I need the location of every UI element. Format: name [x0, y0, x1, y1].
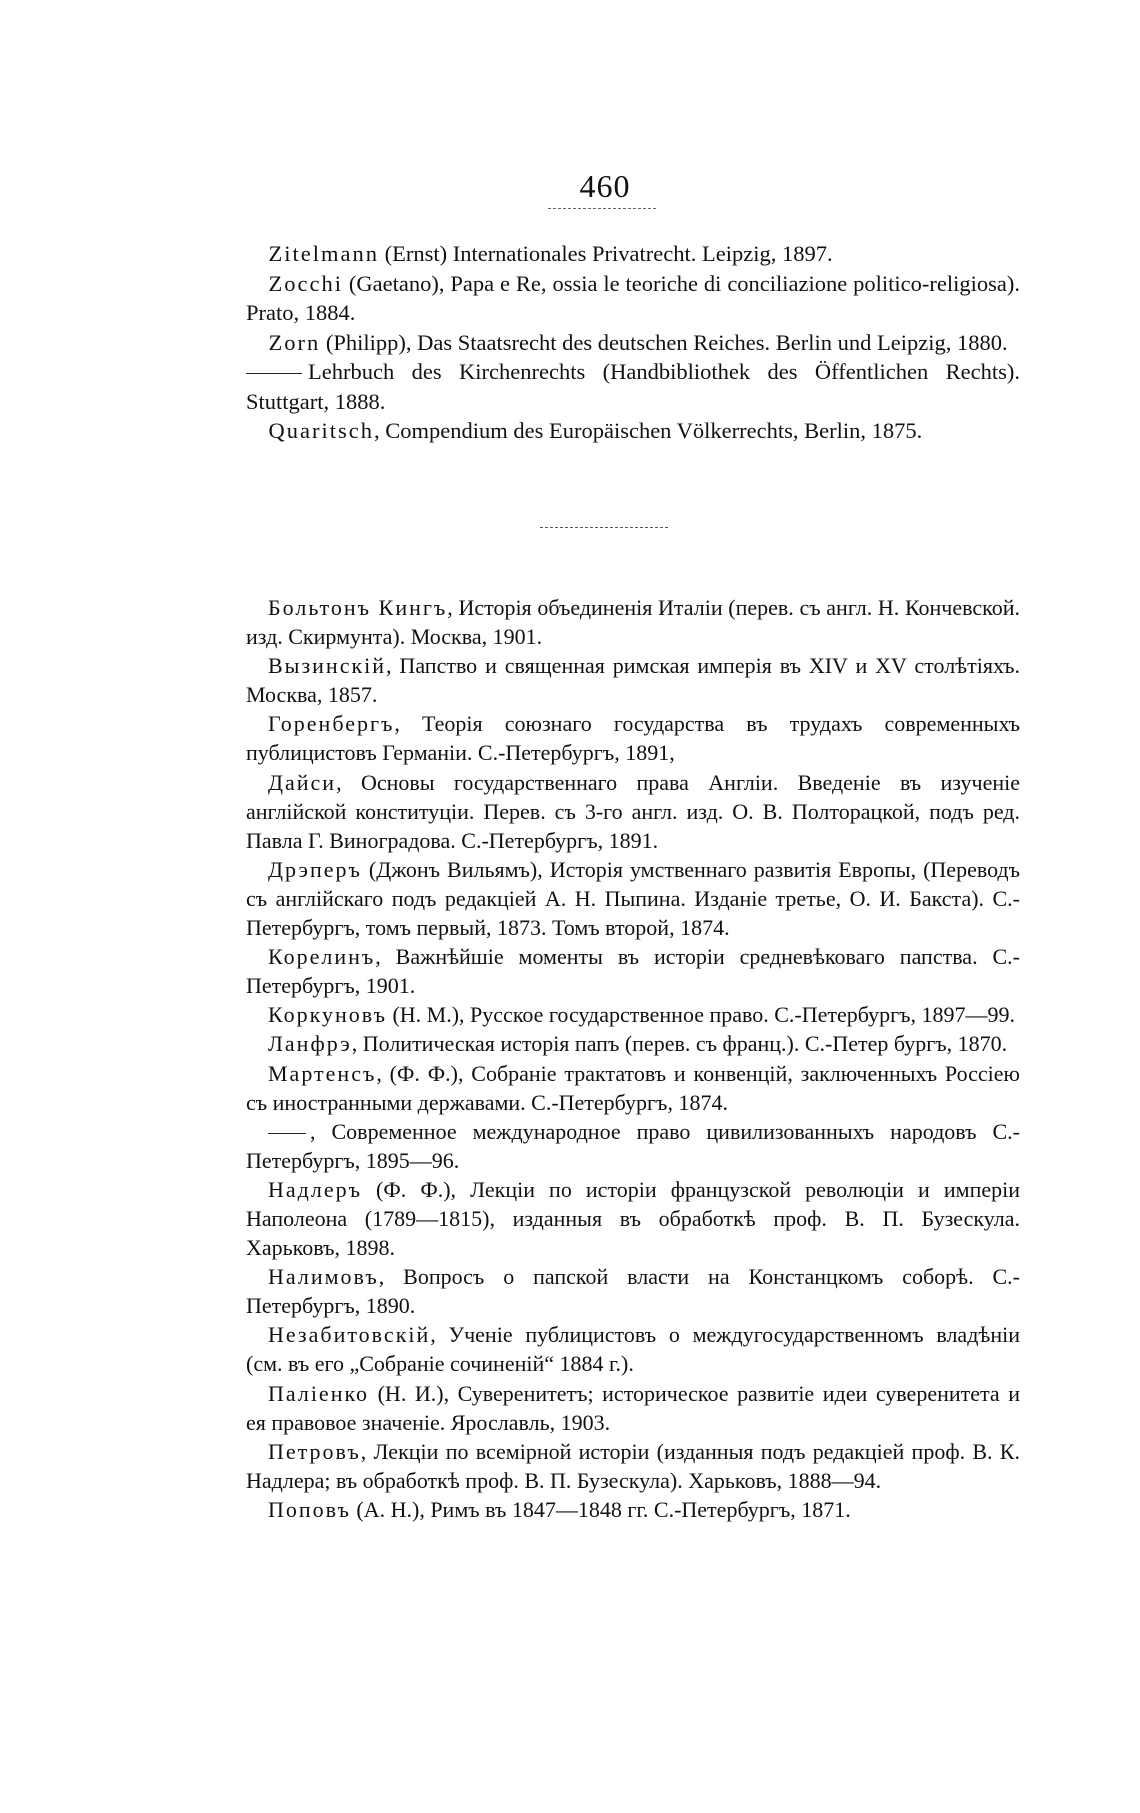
entry-author: Quaritsch: [268, 418, 374, 443]
bib-entry: [246, 357, 1020, 416]
bib-entry: [246, 1059, 1020, 1117]
bib-entry: [246, 1320, 1020, 1378]
entry-author: Петровъ: [268, 1438, 361, 1464]
page-number: 460: [579, 168, 631, 204]
cyrillic-bibliography: [246, 593, 1020, 1524]
bib-entry: [246, 1029, 1020, 1058]
bib-entry: [246, 593, 1020, 651]
entry-text: (Gaetano), Papa e Re, ossia le teoriche di conciliazione politico-religiosa). Prato, 1884.: [246, 270, 1020, 325]
page-number-rule: [548, 208, 656, 209]
bib-entry: [246, 1495, 1020, 1524]
bib-entry: [246, 1379, 1020, 1437]
entry-text: (Philipp), Das Staatsrecht des deutschen Reiches. Berlin und Leipzig, 1880.: [320, 329, 1008, 355]
entry-author: Больтонъ Кингъ: [268, 595, 448, 620]
bib-entry: [246, 269, 1020, 328]
entry-author: Ланфрэ: [268, 1031, 352, 1057]
entry-author: Дайси: [268, 769, 337, 795]
entry-author: Мартенсъ: [268, 1060, 377, 1086]
entry-text: , Лекціи по всемірной исторіи (изданныя подъ редакціей проф. В. К. Надлера; въ обработкѣ проф. В. П. Бузескула). Харьковъ, 1888—94.: [246, 1438, 1020, 1493]
entry-text: , Папство и священная римская имперія въ XIV и XV столѣтіяхъ. Москва, 1857.: [246, 653, 1020, 708]
entry-text: , Политическая исторія папъ (перев. съ франц.). С.-Петер бургъ, 1870.: [351, 1031, 1008, 1057]
entry-author: Корелинъ: [268, 944, 376, 970]
entry-text: , Современное международное право цивилизованныхъ народовъ С.-Петербургъ, 1895—96.: [246, 1118, 1020, 1173]
entry-text: (Ф. Ф.), Лекціи по исторіи французской революціи и имперіи Наполеона (1789—1815), изданныя въ обработкѣ проф. В. П. Бузескула. Харьковъ, 1898.: [246, 1176, 1020, 1261]
entry-author: Zocchi: [268, 270, 343, 296]
entry-text: (Н. М.), Русское государственное право. С.-Петербургъ, 1897—99.: [386, 1002, 1016, 1028]
entry-text: (А. Н.), Римъ въ 1847—1848 гг. С.-Петербургъ, 1871.: [350, 1496, 851, 1522]
bib-entry: [246, 1262, 1020, 1320]
entry-author: Паліенко: [268, 1380, 370, 1406]
bib-entry: [246, 855, 1020, 942]
entry-text: , Compendium des Europäischen Völkerrechts, Berlin, 1875.: [373, 418, 923, 443]
entry-text: (Ernst) Internationales Privatrecht. Leipzig, 1897.: [378, 241, 833, 266]
entry-text: (Н. И.), Суверенитетъ; историческое развитіе идеи суверенитета и ея правовое значеніе. Ярославль, 1903.: [246, 1380, 1020, 1435]
bib-entry: [246, 1175, 1020, 1262]
bib-entry: [246, 1000, 1020, 1029]
entry-text: , Важнѣйшіе моменты въ исторіи средневѣковаго папства. С.-Петербургъ, 1901.: [246, 944, 1020, 999]
bib-entry: [246, 1117, 1020, 1175]
latin-bibliography: [246, 239, 1020, 446]
ditto-dash: [246, 373, 302, 374]
entry-text: , Ученіе публицистовъ о междугосударственномъ владѣніи (см. въ его „Собраніе сочиненій“ 1884 г.).: [246, 1322, 1020, 1377]
section-separator: [540, 527, 668, 528]
entry-author: Zitelmann: [268, 241, 379, 266]
entry-text: , Основы государственнаго права Англіи. Введеніе въ изученіе англійской конституціи. Перев. съ 3-го англ. изд. О. В. Полторацкой, подъ ред. Павла Г. Виноградова. С.-Петербургъ, 1891.: [246, 769, 1020, 853]
bib-entry: [246, 1437, 1020, 1495]
entry-text: (Джонъ Вильямъ), Исторія умственнаго развитія Европы, (Переводъ съ англійскаго подъ редакціей А. Н. Пыпина. Изданіе третье, О. И. Бакста). С.-Петербургъ, томъ первый, 1873. Томъ второй, 1874.: [246, 856, 1020, 941]
entry-text: Lehrbuch des Kirchenrechts (Handbibliothek des Öffentlichen Rechts). Stuttgart, 1888.: [246, 359, 1020, 414]
entry-text: , Исторія объединенія Италіи (перев. съ англ. Н. Кончевской. изд. Скирмунта). Москва, 1901.: [246, 595, 1020, 650]
bib-entry: [246, 416, 1020, 446]
bib-entry: [246, 942, 1020, 1000]
entry-author: Вызинскій: [268, 653, 387, 679]
ditto-dash: [268, 1133, 306, 1134]
entry-text: , Вопросъ о папской власти на Констанцкомъ соборѣ. С.-Петербургъ, 1890.: [246, 1264, 1020, 1319]
bib-entry: [246, 328, 1020, 358]
bib-entry: [246, 709, 1020, 767]
bib-entry: [246, 651, 1020, 709]
bib-entry: [246, 768, 1020, 855]
entry-text: , (Ф. Ф.), Собраніе трактатовъ и конвенцій, заключенныхъ Россіею съ иностранными державами. С.-Петербургъ, 1874.: [246, 1060, 1020, 1115]
entry-text: , Теорія союзнаго государства въ трудахъ современныхъ публицистовъ Германіи. С.-Петербургъ, 1891,: [246, 711, 1020, 766]
entry-author: Надлеръ: [268, 1176, 362, 1202]
bib-entry: [246, 239, 1020, 269]
entry-author: Дрэперъ: [268, 856, 362, 882]
entry-author: Горенбергъ: [268, 711, 395, 737]
entry-author: Коркуновъ: [268, 1002, 387, 1028]
entry-author: Zorn: [268, 329, 321, 355]
entry-author: Незабитовскій: [268, 1322, 431, 1348]
entry-author: Поповъ: [268, 1496, 351, 1522]
entry-author: Налимовъ: [268, 1264, 379, 1290]
